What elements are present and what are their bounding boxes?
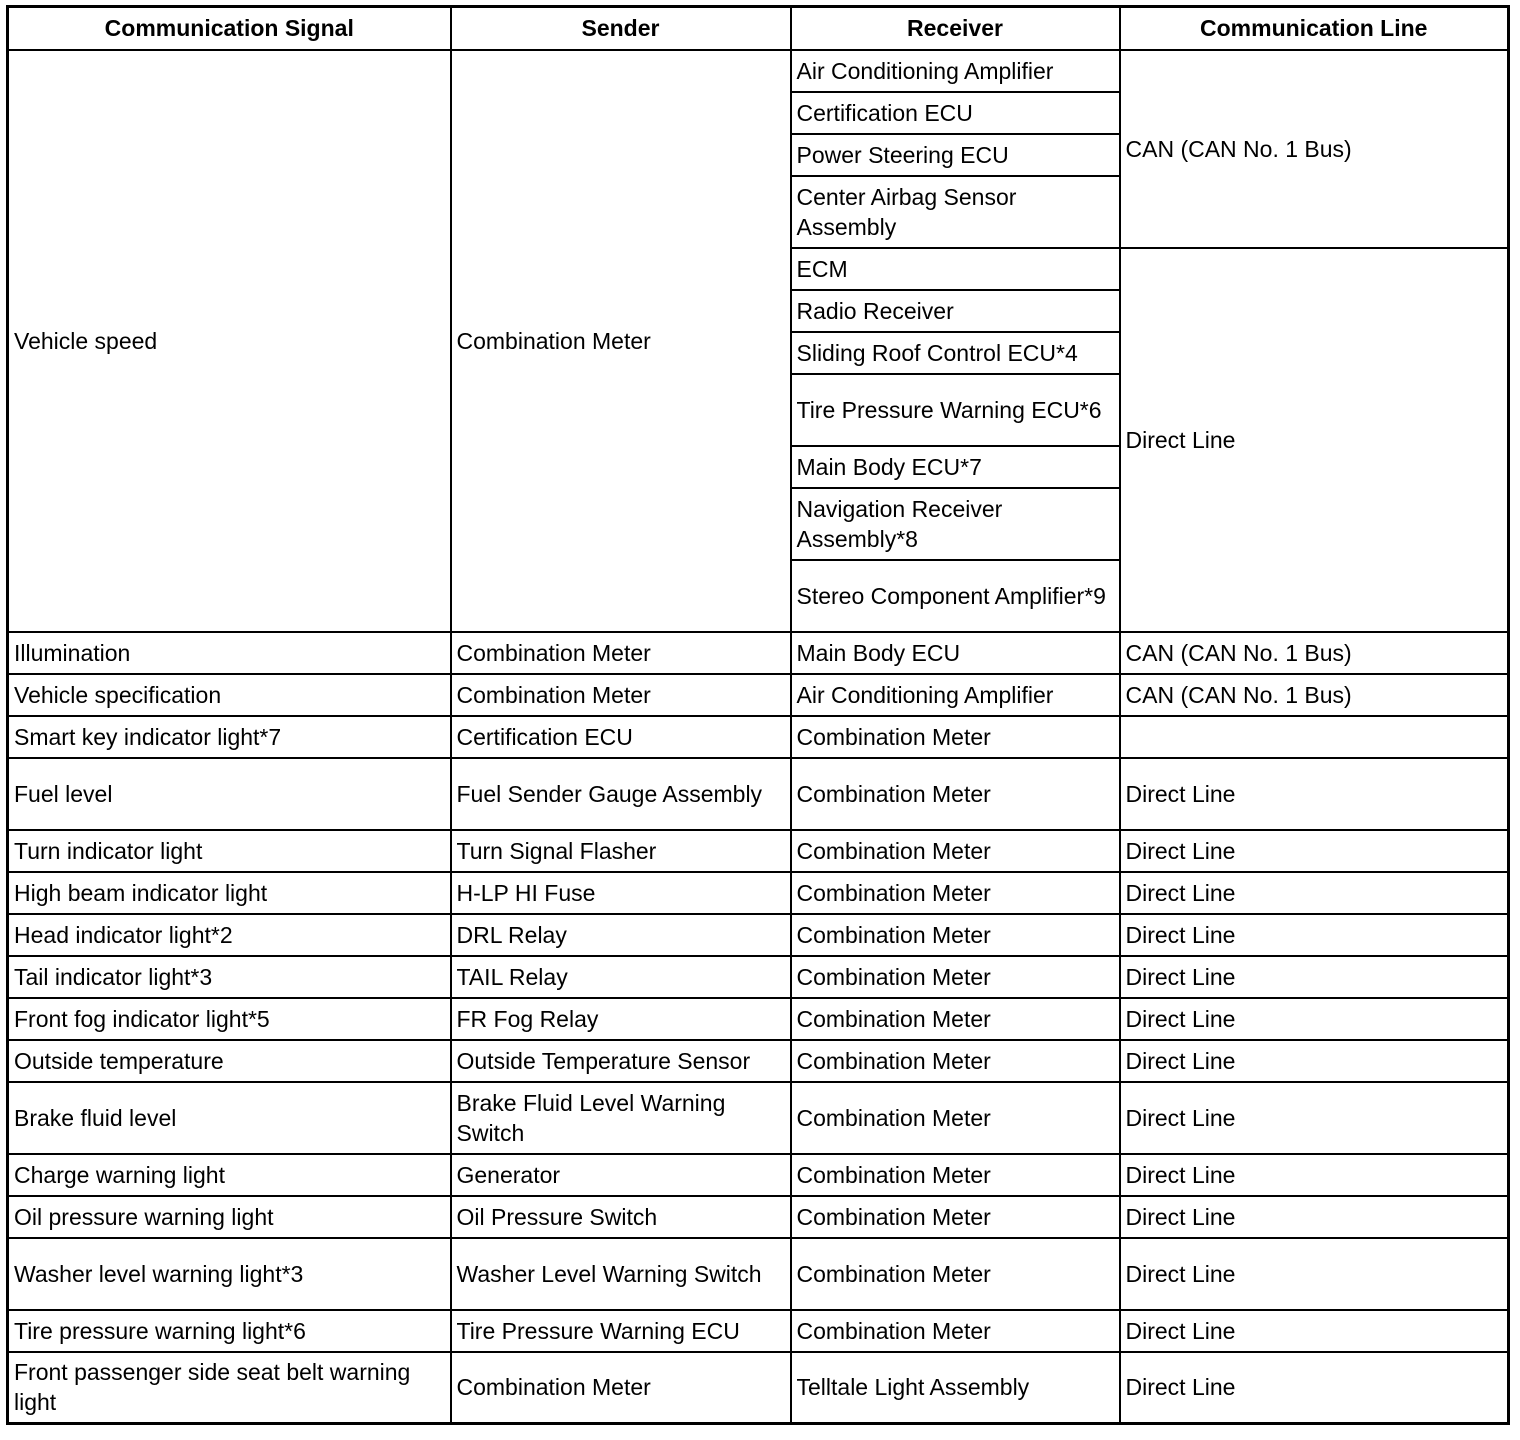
header-signal: Communication Signal: [8, 7, 451, 50]
receiver-cell: Sliding Roof Control ECU*4: [791, 332, 1120, 374]
sender-cell: Fuel Sender Gauge Assembly: [451, 758, 791, 830]
receiver-cell: Combination Meter: [791, 872, 1120, 914]
sender-cell: Oil Pressure Switch: [451, 1196, 791, 1238]
table-row: [8, 830, 1509, 872]
receiver-cell: Combination Meter: [791, 1082, 1120, 1154]
line-cell: Direct Line: [1120, 914, 1509, 956]
table-row: [8, 50, 1509, 92]
receiver-cell: Combination Meter: [791, 914, 1120, 956]
line-cell: Direct Line: [1120, 998, 1509, 1040]
receiver-cell: Main Body ECU: [791, 632, 1120, 674]
table-row: [8, 674, 1509, 716]
line-cell: Direct Line: [1120, 872, 1509, 914]
receiver-cell: Combination Meter: [791, 830, 1120, 872]
receiver-cell: Main Body ECU*7: [791, 446, 1120, 488]
receiver-cell: Air Conditioning Amplifier: [791, 674, 1120, 716]
header-row: [8, 7, 1509, 50]
sender-cell: Combination Meter: [451, 1352, 791, 1424]
line-cell: Direct Line: [1120, 1352, 1509, 1424]
table-row: [8, 998, 1509, 1040]
receiver-cell: Combination Meter: [791, 956, 1120, 998]
receiver-cell: Combination Meter: [791, 1040, 1120, 1082]
table-row: [8, 956, 1509, 998]
table-row: [8, 632, 1509, 674]
receiver-cell: Combination Meter: [791, 1238, 1120, 1310]
sender-cell: Certification ECU: [451, 716, 791, 758]
sender-cell: FR Fog Relay: [451, 998, 791, 1040]
signal-cell: Tire pressure warning light*6: [8, 1310, 451, 1352]
signal-cell: Vehicle speed: [8, 50, 451, 632]
receiver-cell: Navigation Receiver Assembly*8: [791, 488, 1120, 560]
table-row: [8, 1238, 1509, 1310]
receiver-cell: Combination Meter: [791, 1196, 1120, 1238]
table-row: [8, 1196, 1509, 1238]
signal-cell: Smart key indicator light*7: [8, 716, 451, 758]
signal-cell: Oil pressure warning light: [8, 1196, 451, 1238]
table-row: [8, 1352, 1509, 1424]
signal-cell: Head indicator light*2: [8, 914, 451, 956]
signal-cell: High beam indicator light: [8, 872, 451, 914]
line-cell: Direct Line: [1120, 758, 1509, 830]
table-row: [8, 758, 1509, 830]
sender-cell: Combination Meter: [451, 674, 791, 716]
receiver-cell: Combination Meter: [791, 716, 1120, 758]
receiver-cell: Combination Meter: [791, 1310, 1120, 1352]
signal-cell: Brake fluid level: [8, 1082, 451, 1154]
receiver-cell: Radio Receiver: [791, 290, 1120, 332]
signal-cell: Tail indicator light*3: [8, 956, 451, 998]
sender-cell: Turn Signal Flasher: [451, 830, 791, 872]
line-cell: Direct Line: [1120, 1310, 1509, 1352]
sender-cell: Tire Pressure Warning ECU: [451, 1310, 791, 1352]
receiver-cell: Center Airbag Sensor Assembly: [791, 176, 1120, 248]
receiver-cell: Combination Meter: [791, 758, 1120, 830]
sender-cell: H-LP HI Fuse: [451, 872, 791, 914]
receiver-cell: Air Conditioning Amplifier: [791, 50, 1120, 92]
table-row: [8, 914, 1509, 956]
receiver-cell: Stereo Component Amplifier*9: [791, 560, 1120, 632]
table-row: [8, 1154, 1509, 1196]
line-cell: CAN (CAN No. 1 Bus): [1120, 632, 1509, 674]
sender-cell: Washer Level Warning Switch: [451, 1238, 791, 1310]
signal-cell: Front fog indicator light*5: [8, 998, 451, 1040]
signal-cell: Turn indicator light: [8, 830, 451, 872]
communication-table: [6, 5, 1510, 1425]
receiver-cell: Combination Meter: [791, 1154, 1120, 1196]
sender-cell: TAIL Relay: [451, 956, 791, 998]
signal-cell: Charge warning light: [8, 1154, 451, 1196]
line-cell: Direct Line: [1120, 830, 1509, 872]
line-cell: CAN (CAN No. 1 Bus): [1120, 50, 1509, 248]
table-row: [8, 1040, 1509, 1082]
receiver-cell: ECM: [791, 248, 1120, 290]
table-row: [8, 1310, 1509, 1352]
header-receiver: Receiver: [791, 7, 1120, 50]
receiver-cell: Telltale Light Assembly: [791, 1352, 1120, 1424]
receiver-cell: Combination Meter: [791, 998, 1120, 1040]
sender-cell: Combination Meter: [451, 632, 791, 674]
sender-cell: Generator: [451, 1154, 791, 1196]
receiver-cell: Certification ECU: [791, 92, 1120, 134]
receiver-cell: Tire Pressure Warning ECU*6: [791, 374, 1120, 446]
table-row: [8, 716, 1509, 758]
signal-cell: Washer level warning light*3: [8, 1238, 451, 1310]
line-cell: CAN (CAN No. 1 Bus): [1120, 674, 1509, 716]
header-line: Communication Line: [1120, 7, 1509, 50]
header-sender: Sender: [451, 7, 791, 50]
signal-cell: Fuel level: [8, 758, 451, 830]
sender-cell: Brake Fluid Level Warning Switch: [451, 1082, 791, 1154]
line-cell: Direct Line: [1120, 1196, 1509, 1238]
line-cell: [1120, 716, 1509, 758]
line-cell: Direct Line: [1120, 1040, 1509, 1082]
line-cell: Direct Line: [1120, 1082, 1509, 1154]
table-row: [8, 1082, 1509, 1154]
receiver-cell: Power Steering ECU: [791, 134, 1120, 176]
signal-cell: Front passenger side seat belt warning light: [8, 1352, 451, 1424]
sender-cell: DRL Relay: [451, 914, 791, 956]
line-cell: Direct Line: [1120, 956, 1509, 998]
table-row: [8, 872, 1509, 914]
line-cell: Direct Line: [1120, 1154, 1509, 1196]
line-cell: Direct Line: [1120, 1238, 1509, 1310]
line-cell: Direct Line: [1120, 248, 1509, 632]
sender-cell: Outside Temperature Sensor: [451, 1040, 791, 1082]
signal-cell: Illumination: [8, 632, 451, 674]
signal-cell: Vehicle specification: [8, 674, 451, 716]
sender-cell: Combination Meter: [451, 50, 791, 632]
signal-cell: Outside temperature: [8, 1040, 451, 1082]
